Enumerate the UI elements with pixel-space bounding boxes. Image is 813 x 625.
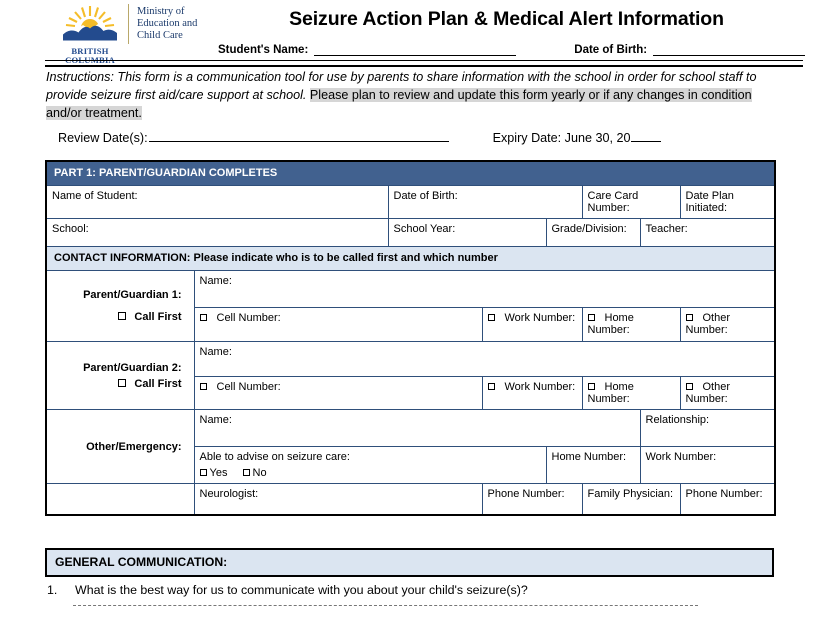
page-title: Seizure Action Plan & Medical Alert Information [289,8,724,30]
parent1-work-number-cell[interactable] [482,308,582,342]
review-dates-input[interactable] [149,130,449,142]
checkbox-icon[interactable] [200,383,207,390]
parent2-other-number-label: Other Number: [685,381,731,405]
advise-yes-no-group [200,467,541,479]
student-name-label: Student's Name: [218,44,309,56]
other-emergency-name-cell[interactable] [194,410,640,447]
review-dates-label: Review Date(s): [58,131,148,145]
general-communication-question-1 [47,583,747,597]
advise-seizure-care-cell[interactable] [194,447,546,484]
grade-division-cell[interactable] [546,219,640,247]
checkbox-icon[interactable] [488,383,495,390]
parent2-name-cell[interactable] [194,342,775,377]
parent1-name-row [46,271,775,308]
ministry-line-1: Ministry of [137,6,185,17]
parent2-name-row [46,342,775,377]
school-year-cell[interactable] [388,219,546,247]
date-plan-initiated-label: Date Plan Initiated: [685,190,734,214]
contact-information-header: CONTACT INFORMATION: Please indicate who is to be called first and which number [46,247,775,271]
checkbox-icon[interactable] [588,383,595,390]
question-1-number: 1. [47,583,58,597]
parent1-side-label [46,271,194,342]
checkbox-icon[interactable] [488,314,495,321]
ministry-name [137,3,197,41]
parent1-work-number-label: Work Number: [504,312,576,325]
parent2-name-label: Name: [199,346,232,358]
date-of-birth-field-label: Date of Birth: [393,190,458,202]
bc-sun-mountain-icon [58,3,122,66]
checkbox-icon[interactable] [200,469,207,476]
grade-division-label: Grade/Division: [551,223,627,235]
logo-divider [128,4,129,44]
parent1-label: Parent/Guardian 1: [83,289,182,301]
neurologist-phone-cell[interactable] [482,484,582,515]
expiry-year-input[interactable] [631,130,661,142]
date-of-birth-label: Date of Birth: [574,44,648,56]
student-identity-row [218,43,805,56]
logo-wordmark-line2: COLUMBIA [65,55,115,66]
parent1-other-number-cell[interactable] [680,308,775,342]
emergency-home-number-label: Home Number: [551,451,627,463]
parent1-home-number-label: Home Number: [587,312,634,337]
school-cell[interactable] [46,219,388,247]
parent1-other-number-label: Other Number: [685,312,731,337]
checkbox-icon[interactable] [118,312,126,320]
instructions-italic-text: Instructions: This form is a communication tool for use by parents to share information with the school in order for school staff to provide seizure first aid/care support at school. [46,70,757,102]
checkbox-icon[interactable] [200,314,207,321]
part1-header: PART 1: PARENT/GUARDIAN COMPLETES [46,161,775,186]
parent1-call-first[interactable] [52,311,182,323]
school-year-label: School Year: [393,223,456,235]
parent2-cell-number-label: Cell Number: [216,381,281,393]
parent2-work-number-label: Work Number: [504,381,576,393]
checkbox-icon[interactable] [686,383,693,390]
parent2-home-number-cell[interactable] [582,377,680,410]
parent1-cell-number-cell[interactable] [194,308,482,342]
instructions-paragraph [46,68,785,122]
medical-contacts-spacer [46,484,194,515]
care-card-number-cell[interactable] [582,186,680,219]
checkbox-icon[interactable] [588,314,595,321]
parent1-name-label: Name: [199,275,232,287]
care-card-number-label: Care Card Number: [587,190,639,214]
parent2-home-number-label: Home Number: [587,381,634,405]
relationship-label: Relationship: [645,414,710,426]
name-of-student-cell[interactable] [46,186,388,219]
ministry-line-3: Child Care [137,29,183,41]
title-container [210,8,805,31]
part1-table [45,160,776,516]
parent2-call-first-label: Call First [134,377,182,390]
school-info-row [46,219,775,247]
emergency-home-number-cell[interactable] [546,447,640,484]
advise-yes-label: Yes [209,467,228,479]
ministry-line-2: Education and [137,17,198,29]
neurologist-label: Neurologist: [199,488,259,500]
neurologist-phone-label: Phone Number: [487,488,565,500]
teacher-cell[interactable] [640,219,775,247]
school-label: School: [52,223,89,235]
family-physician-phone-label: Phone Number: [685,488,763,500]
student-info-row [46,186,775,219]
other-emergency-label: Other/Emergency: [86,440,182,453]
medical-contacts-row [46,484,775,515]
header-divider [45,60,803,67]
advise-no-option[interactable] [243,467,267,479]
parent2-call-first[interactable] [52,378,182,390]
parent1-home-number-cell[interactable] [582,308,680,342]
name-of-student-label: Name of Student: [52,190,138,202]
parent2-side-label [46,342,194,410]
parent2-cell-number-cell[interactable] [194,377,482,410]
review-expiry-row [58,130,733,145]
part1-header-row [46,161,775,186]
teacher-label: Teacher: [645,223,688,235]
advise-seizure-care-label: Able to advise on seizure care: [199,451,350,463]
parent1-name-cell[interactable] [194,271,775,308]
expiry-date-label: Expiry Date: June 30, 20 [492,131,631,145]
student-name-input[interactable] [314,43,516,56]
expiry-date-block [493,130,661,145]
general-communication-header: GENERAL COMMUNICATION: [45,548,774,577]
checkbox-icon[interactable] [118,379,126,387]
relationship-cell[interactable] [640,410,775,447]
parent1-call-first-label: Call First [134,311,182,323]
logo-wordmark-line1: BRITISH [71,46,109,56]
family-physician-label: Family Physician: [587,488,674,500]
date-plan-initiated-cell[interactable] [680,186,775,219]
other-emergency-name-row [46,410,775,447]
document-header [0,0,813,66]
neurologist-cell[interactable] [194,484,482,515]
family-physician-phone-cell[interactable] [680,484,775,515]
emergency-work-number-label: Work Number: [645,451,717,463]
advise-no-label: No [252,467,267,479]
parent2-work-number-cell[interactable] [482,377,582,410]
other-emergency-side-label [46,410,194,484]
checkbox-icon[interactable] [243,469,250,476]
checkbox-icon[interactable] [686,314,693,321]
other-emergency-name-label: Name: [199,414,232,426]
contact-header-row [46,247,775,271]
question-1-answer-input[interactable] [73,605,698,606]
parent1-cell-number-label: Cell Number: [216,312,281,325]
family-physician-cell[interactable] [582,484,680,515]
date-of-birth-input[interactable] [653,43,805,56]
bc-government-logo [58,3,208,66]
emergency-work-number-cell[interactable] [640,447,775,484]
instructions-highlighted-text: Please plan to review and update this form yearly or if any changes in condition and/or treatment. [46,88,752,120]
parent2-label: Parent/Guardian 2: [83,361,182,374]
question-1-text: What is the best way for us to communicate with you about your child's seizure(s)? [75,583,528,597]
date-of-birth-cell[interactable] [388,186,582,219]
parent2-other-number-cell[interactable] [680,377,775,410]
